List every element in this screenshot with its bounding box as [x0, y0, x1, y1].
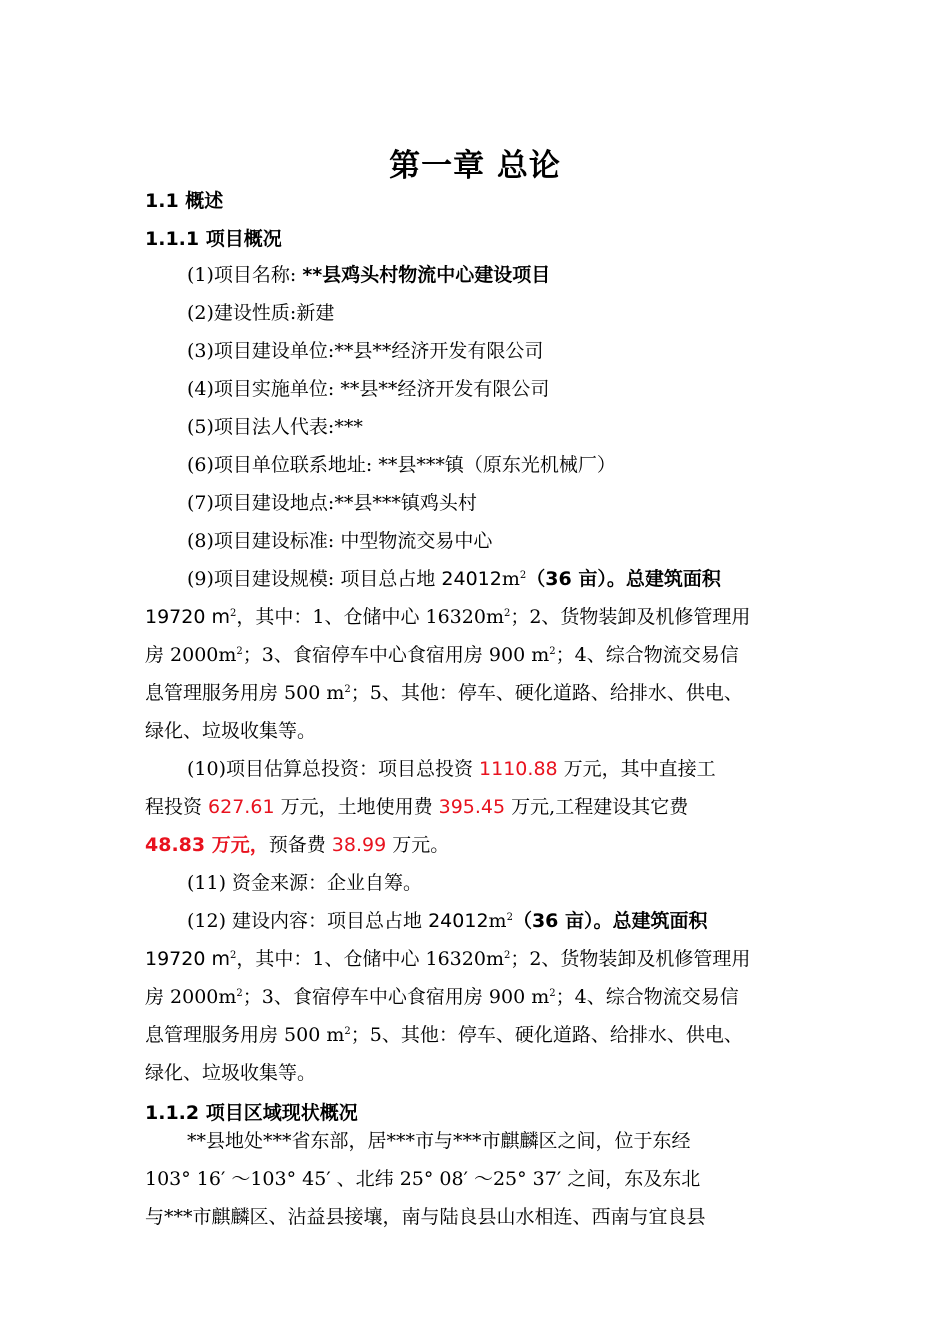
item-6: (6)项目单位联系地址: **县***镇（原东光机械厂） [187, 454, 616, 476]
total-investment: 1110.88 [479, 758, 558, 780]
item-9-line-1: (9)项目建设规模: 项目总占地 $24012m^2(36$ 亩）。总建筑面积 [187, 568, 721, 590]
heading-1-1-2: 1.1.2 项目区域现状概况 [145, 1102, 358, 1124]
item-10-line-1: (10)项目估算总投资：项目总投资 1110.88 万元，其中直接工 [187, 758, 716, 780]
heading-1-1-1: 1.1.1 项目概况 [145, 228, 282, 250]
item-9-line-2: 19720 $m^2$，其中：1、仓储中心 $16320m^2$；2、货物装卸及机修管理用 [145, 606, 751, 628]
item-8: (8)项目建设标准: 中型物流交易中心 [187, 530, 493, 552]
project-name: **县鸡头村物流中心建设项目 [302, 264, 551, 286]
item-5: (5)项目法人代表:*** [187, 416, 363, 438]
item-12-line-2: 19720 $m^2$，其中：1、仓储中心 $16320m^2$；2、货物装卸及机修管理用 [145, 948, 751, 970]
item-4: (4)项目实施单位: **县**经济开发有限公司 [187, 378, 550, 400]
item-2: (2)建设性质:新建 [187, 302, 335, 324]
item-12-line-4: 息管理服务用房 500 $m^2$；5、其他：停车、硬化道路、给排水、供电、 [145, 1024, 743, 1046]
region-line-2: 103° 16′ ～103° 45′ 、北纬 25° 08′ ～25° 37′ 之间，东及东北 [145, 1168, 701, 1190]
item-9-line-5: 绿化、垃圾收集等。 [145, 720, 317, 742]
item-7: (7)项目建设地点:**县***镇鸡头村 [187, 492, 477, 514]
item-3: (3)项目建设单位:**县**经济开发有限公司 [187, 340, 544, 362]
item-12-line-1: (12) 建设内容：项目总占地 $24012m^2(36$ 亩）。总建筑面积 [187, 910, 708, 932]
item-12-line-3: 房 $2000m^2$；3、食宿停车中心食宿用房 900 $m^2$；4、综合物流交易信 [145, 986, 739, 1008]
region-line-3: 与***市麒麟区、沾益县接壤，南与陆良县山水相连、西南与宜良县 [145, 1206, 706, 1228]
item-10-line-2: 程投资 627.61 万元，土地使用费 395.45 万元,工程建设其它费 [145, 796, 689, 818]
item-10-line-3: 48.83 万元，预备费 38.99 万元。 [145, 834, 450, 856]
item-11: (11) 资金来源：企业自筹。 [187, 872, 423, 894]
item-1: (1)项目名称: **县鸡头村物流中心建设项目 [187, 264, 551, 286]
heading-1-1: 1.1 概述 [145, 190, 224, 212]
chapter-title: 第一章 总论 [389, 148, 561, 184]
item-9-line-3: 房 $2000m^2$；3、食宿停车中心食宿用房 900 $m^2$；4、综合物流交易信 [145, 644, 739, 666]
item-9-line-4: 息管理服务用房 500 $m^2$；5、其他：停车、硬化道路、给排水、供电、 [145, 682, 743, 704]
region-line-1: **县地处***省东部，居***市与***市麒麟区之间，位于东经 [187, 1130, 691, 1152]
item-12-line-5: 绿化、垃圾收集等。 [145, 1062, 317, 1084]
